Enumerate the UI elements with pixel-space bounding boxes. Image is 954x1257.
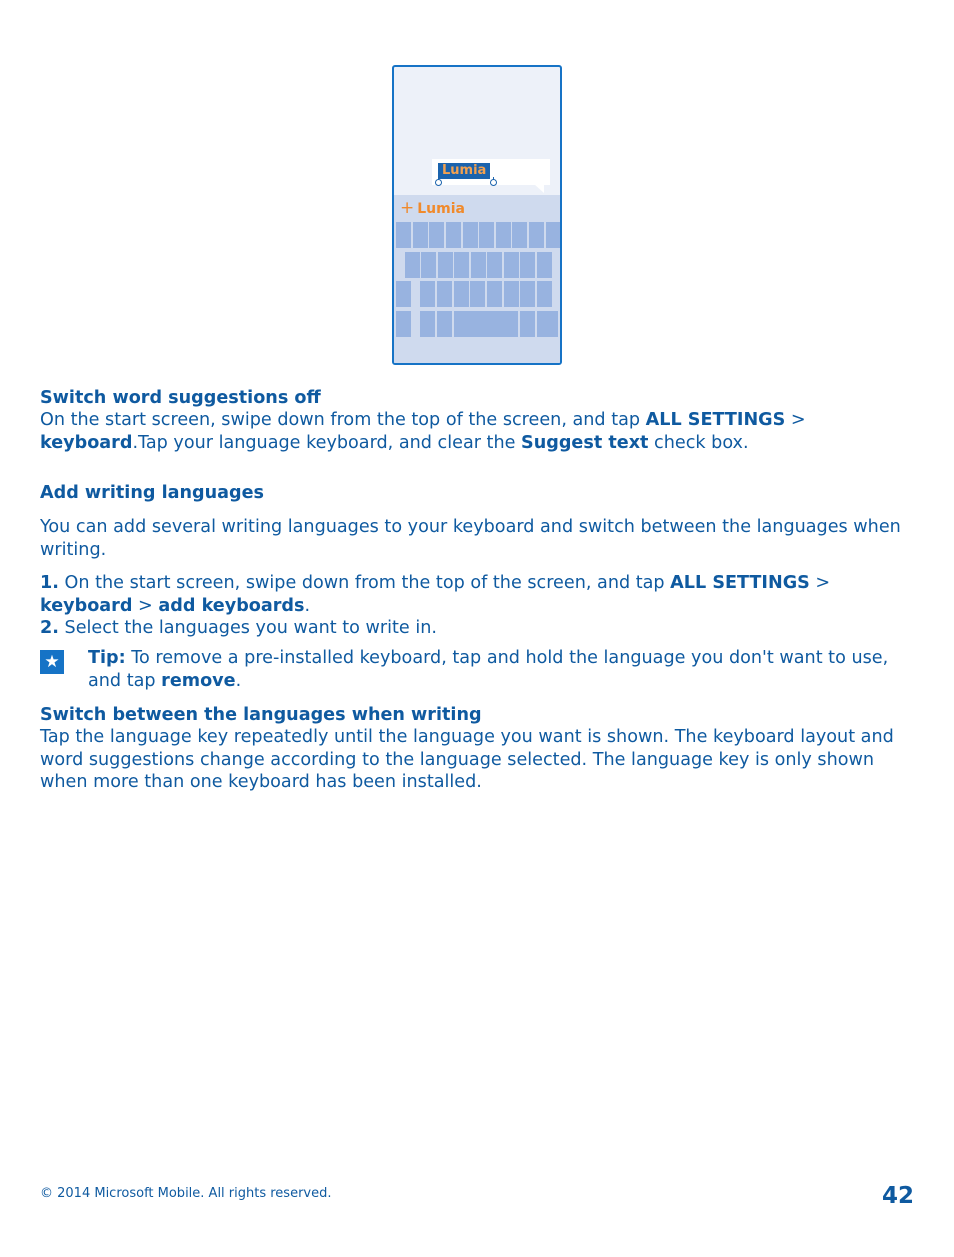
keyboard-key — [420, 311, 435, 337]
keyboard-key — [405, 252, 420, 278]
phone-illustration — [392, 65, 562, 365]
bubble-tail — [534, 184, 544, 193]
keyboard-key — [413, 222, 428, 248]
text: Select the languages you want to write in. — [58, 618, 437, 638]
text: . — [304, 595, 311, 616]
tip-label: Tip: — [88, 648, 126, 668]
keyboard-key — [504, 252, 519, 278]
step-number: 1. — [40, 573, 59, 593]
text: . — [235, 670, 242, 691]
keyboard-key — [546, 222, 561, 248]
section-heading-add-writing-languages: Add writing languages — [40, 483, 264, 503]
page-number: 42 — [882, 1183, 915, 1209]
keyboard-key — [479, 222, 494, 248]
keyboard-key — [421, 252, 436, 278]
keyboard-area — [394, 195, 560, 363]
star-icon: ★ — [40, 650, 64, 674]
section-heading-switch-suggestions-off: Switch word suggestions off — [40, 388, 321, 408]
ui-term-all-settings: ALL SETTINGS — [645, 410, 786, 430]
ui-term-keyboard: keyboard — [40, 432, 133, 453]
keyboard-key — [463, 222, 478, 248]
keyboard-key — [420, 281, 435, 307]
keyboard-key — [437, 311, 452, 337]
plus-icon: + — [400, 198, 415, 218]
ui-term-all-settings: ALL SETTINGS — [670, 573, 810, 593]
keyboard-key — [454, 252, 469, 278]
text: To remove a pre-installed keyboard, tap and hold the language you don't want to use, and tap — [88, 648, 889, 691]
ui-term-remove: remove — [161, 670, 236, 691]
keyboard-key — [537, 281, 552, 307]
selection-handle-right[interactable] — [490, 179, 497, 186]
keyboard-key — [438, 252, 453, 278]
keyboard-key — [396, 222, 411, 248]
word-suggestion[interactable] — [400, 199, 465, 218]
step-number: 2. — [40, 618, 59, 638]
keyboard-key — [429, 222, 444, 248]
keyboard-key — [437, 281, 452, 307]
keyboard-key — [396, 281, 411, 307]
step-1 — [40, 572, 920, 617]
keyboard-key — [454, 311, 518, 337]
keyboard-key — [471, 252, 486, 278]
keyboard-key — [512, 222, 527, 248]
paragraph-switch-languages: Tap the language key repeatedly until the language you want is shown. The keyboard layout and word suggestions change according to the language selected. The language key is only shown when more than one keyboard has been installed. — [40, 727, 894, 792]
ui-term-keyboard: keyboard — [40, 595, 133, 616]
step-2 — [40, 617, 920, 640]
text: .Tap your language keyboard, and clear the — [132, 432, 522, 453]
section-heading-switch-languages: Switch between the languages when writing — [40, 705, 482, 725]
keyboard-key — [537, 311, 558, 337]
keyboard-key — [537, 252, 552, 278]
text: On the start screen, swipe down from the top of the screen, and tap — [40, 410, 646, 430]
keyboard-key — [487, 281, 502, 307]
keyboard-key — [496, 222, 511, 248]
keyboard-key — [520, 281, 535, 307]
selection-handle-left[interactable] — [435, 179, 442, 186]
keyboard-key — [396, 311, 411, 337]
text: > — [132, 595, 159, 616]
keyboard-key — [454, 281, 469, 307]
keyboard-key — [520, 311, 535, 337]
tip-text — [88, 647, 920, 692]
keyboard-key — [520, 252, 535, 278]
text: On the start screen, swipe down from the top of the screen, and tap — [58, 573, 671, 593]
text: > — [809, 573, 831, 593]
text: check box. — [648, 432, 749, 453]
keyboard-key — [470, 281, 485, 307]
keyboard-key — [487, 252, 502, 278]
ui-term-add-keyboards: add keyboards — [158, 595, 305, 616]
suggestion-word: Lumia — [417, 201, 465, 217]
paragraph-add-languages-intro: You can add several writing languages to your keyboard and switch between the languages when writing. — [40, 517, 901, 560]
ui-term-suggest-text: Suggest text — [521, 432, 649, 453]
text: > — [785, 410, 806, 430]
selected-word: Lumia — [438, 163, 490, 179]
keyboard-key — [446, 222, 461, 248]
keyboard-key — [504, 281, 519, 307]
paragraph-switch-suggestions-off — [40, 409, 920, 454]
keyboard-key — [529, 222, 544, 248]
footer-copyright: © 2014 Microsoft Mobile. All rights reserved. — [40, 1186, 332, 1201]
